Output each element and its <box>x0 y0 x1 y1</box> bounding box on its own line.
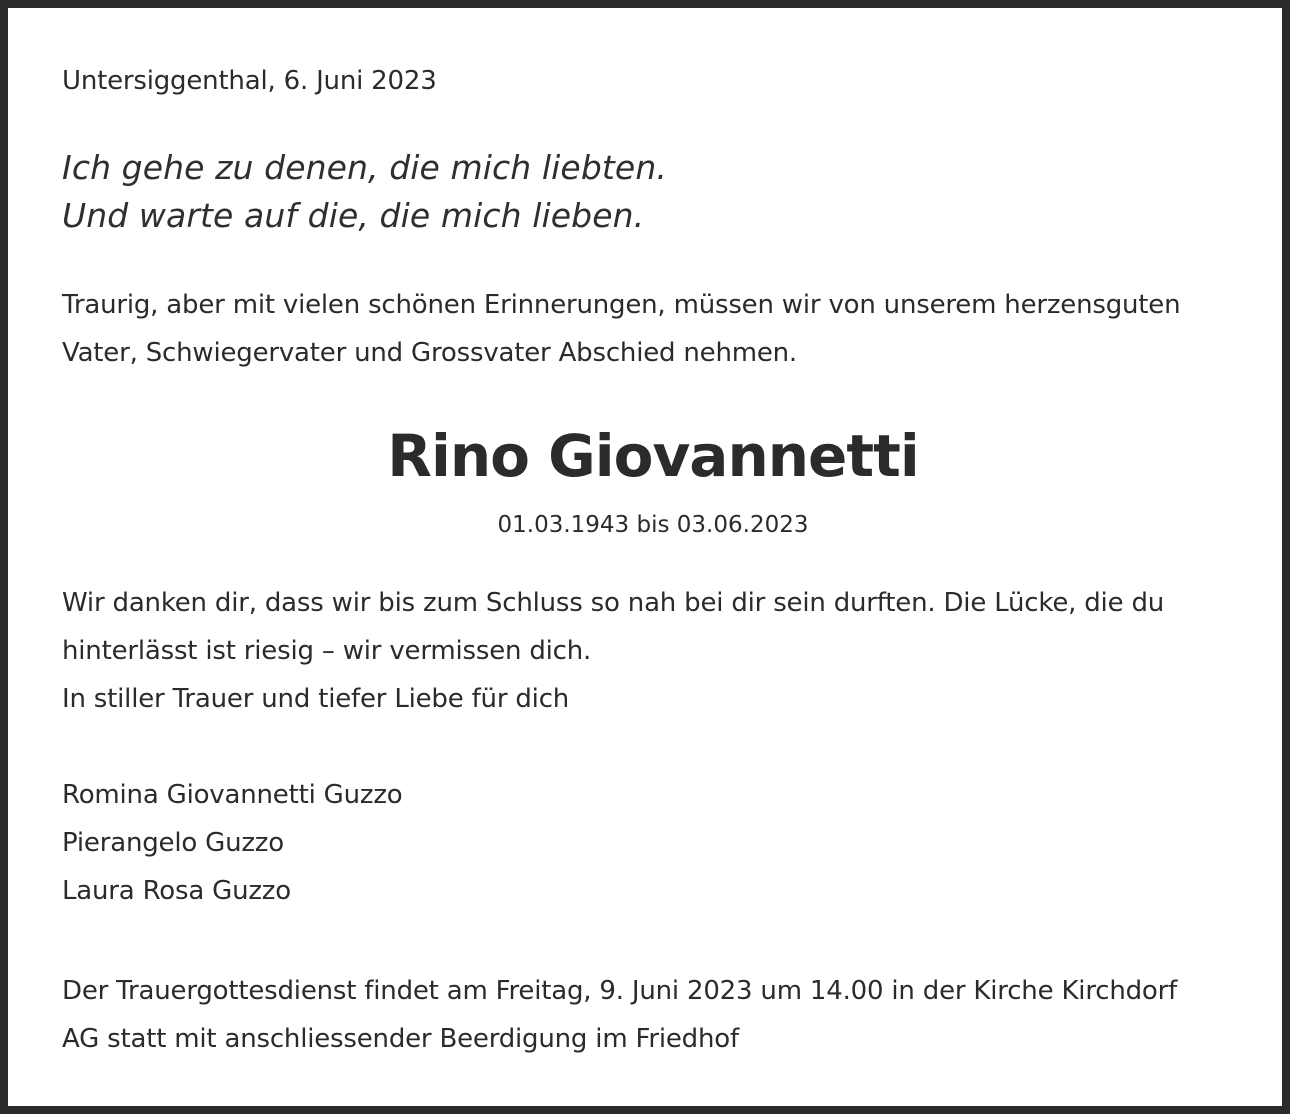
life-dates: 01.03.1943 bis 03.06.2023 <box>497 512 809 538</box>
thanks-line-1: Wir danken dir, dass wir bis zum Schluss so nah bei dir sein durften. Die Lücke, die du <box>62 588 1165 618</box>
mourner-name: Laura Rosa Guzzo <box>62 876 291 906</box>
deceased-name: Rino Giovannetti <box>387 422 919 490</box>
thanks-line-2: hinterlässt ist riesig – wir vermissen dich. <box>62 636 592 666</box>
service-line-1: Der Trauergottesdienst findet am Freitag, 9. Juni 2023 um 14.00 in der Kirche Kirchdorf <box>62 976 1178 1006</box>
intro-line-2: Vater, Schwiegervater und Grossvater Abschied nehmen. <box>62 338 797 368</box>
place-date: Untersiggenthal, 6. Juni 2023 <box>62 66 437 96</box>
motto-line-1: Ich gehe zu denen, die mich liebten. <box>62 148 667 187</box>
intro-line-1: Traurig, aber mit vielen schönen Erinnerungen, müssen wir von unserem herzensguten <box>62 290 1181 320</box>
motto-line-2: Und warte auf die, die mich lieben. <box>62 196 645 235</box>
mourner-name: Romina Giovannetti Guzzo <box>62 780 403 810</box>
service-line-2: AG statt mit anschliessender Beerdigung im Friedhof <box>62 1024 739 1054</box>
mourner-name: Pierangelo Guzzo <box>62 828 284 858</box>
thanks-line-3: In stiller Trauer und tiefer Liebe für dich <box>62 684 570 714</box>
